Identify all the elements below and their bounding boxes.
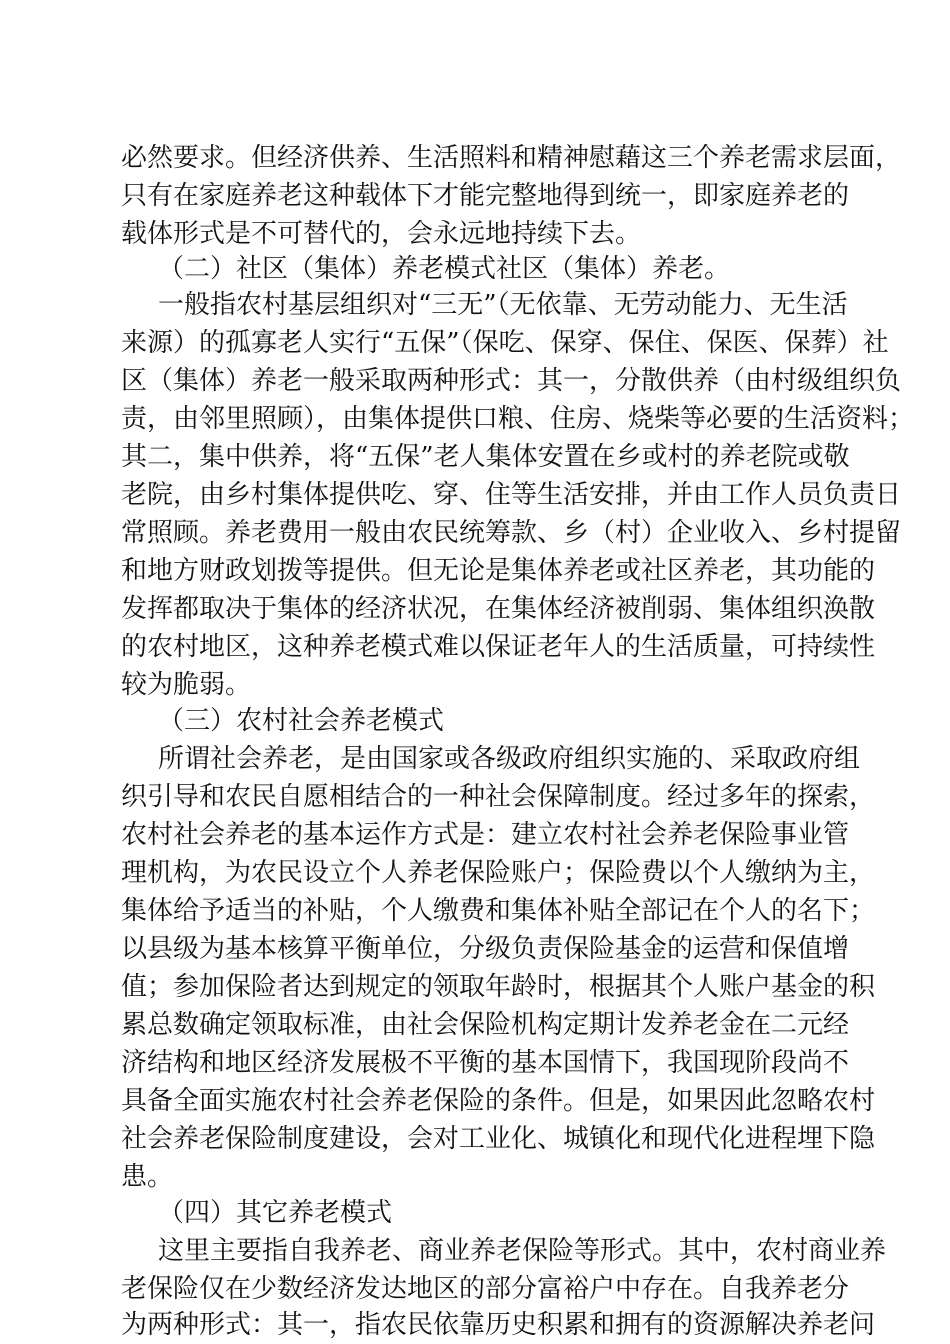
text-line: 为两种形式：其一，指农民依靠历史积累和拥有的资源解决养老问 [121, 1310, 876, 1340]
text-line: 以县级为基本核算平衡单位，分级负责保险基金的运营和保值增 [121, 934, 850, 964]
text-line: 一般指农村基层组织对“三无”（无依靠、无劳动能力、无生活 [158, 290, 848, 320]
text-line: 责，由邻里照顾），由集体提供口粮、住房、烧柴等必要的生活资料； [121, 404, 915, 434]
text-line: 累总数确定领取标准，由社会保险机构定期计发养老金在二元经 [121, 1010, 850, 1040]
text-line: 理机构，为农民设立个人养老保险账户；保险费以个人缴纳为主， [121, 858, 876, 888]
text-line: 发挥都取决于集体的经济状况，在集体经济被削弱、集体组织涣散 [121, 594, 876, 624]
text-line: 常照顾。养老费用一般由农民统筹款、乡（村）企业收入、乡村提留 [121, 518, 902, 548]
text-line: 老保险仅在少数经济发达地区的部分富裕户中存在。自我养老分 [121, 1274, 850, 1304]
text-line: 来源）的孤寡老人实行“五保”（保吃、保穿、保住、保医、保葬）社 [121, 328, 889, 358]
text-line: 所谓社会养老，是由国家或各级政府组织实施的、采取政府组 [158, 744, 861, 774]
text-line: 社会养老保险制度建设，会对工业化、城镇化和现代化进程埋下隐 [121, 1124, 876, 1154]
text-line: 和地方财政划拨等提供。但无论是集体养老或社区养老，其功能的 [121, 556, 876, 586]
text-line: 其二，集中供养，将“五保”老人集体安置在乡或村的养老院或敬 [121, 442, 850, 472]
text-line: 只有在家庭养老这种载体下才能完整地得到统一，即家庭养老的 [121, 181, 850, 211]
text-line: 农村社会养老的基本运作方式是：建立农村社会养老保险事业管 [121, 820, 850, 850]
text-line: 必然要求。但经济供养、生活照料和精神慰藉这三个养老需求层面， [121, 143, 902, 173]
text-line: 织引导和农民自愿相结合的一种社会保障制度。经过多年的探索， [121, 782, 876, 812]
section-heading: （二）社区（集体）养老模式社区（集体）养老。 [158, 254, 731, 284]
text-line: 具备全面实施农村社会养老保险的条件。但是，如果因此忽略农村 [121, 1086, 876, 1116]
text-line: 值；参加保险者达到规定的领取年龄时，根据其个人账户基金的积 [121, 972, 876, 1002]
text-line: 区（集体）养老一般采取两种形式：其一，分散供养（由村级组织负 [121, 366, 902, 396]
text-line: 济结构和地区经济发展极不平衡的基本国情下，我国现阶段尚不 [121, 1048, 850, 1078]
text-line: 这里主要指自我养老、商业养老保险等形式。其中，农村商业养 [158, 1236, 887, 1266]
text-line: 集体给予适当的补贴，个人缴费和集体补贴全部记在个人的名下； [121, 896, 876, 926]
text-line: 患。 [121, 1162, 174, 1192]
text-line: 载体形式是不可替代的，会永远地持续下去。 [121, 219, 642, 249]
section-heading: （四）其它养老模式 [158, 1198, 393, 1228]
text-line: 老院，由乡村集体提供吃、穿、住等生活安排，并由工作人员负责日 [121, 480, 902, 510]
text-line: 的农村地区，这种养老模式难以保证老年人的生活质量，可持续性 [121, 632, 876, 662]
text-line: 较为脆弱。 [121, 670, 252, 700]
section-heading: （三）农村社会养老模式 [158, 706, 445, 736]
